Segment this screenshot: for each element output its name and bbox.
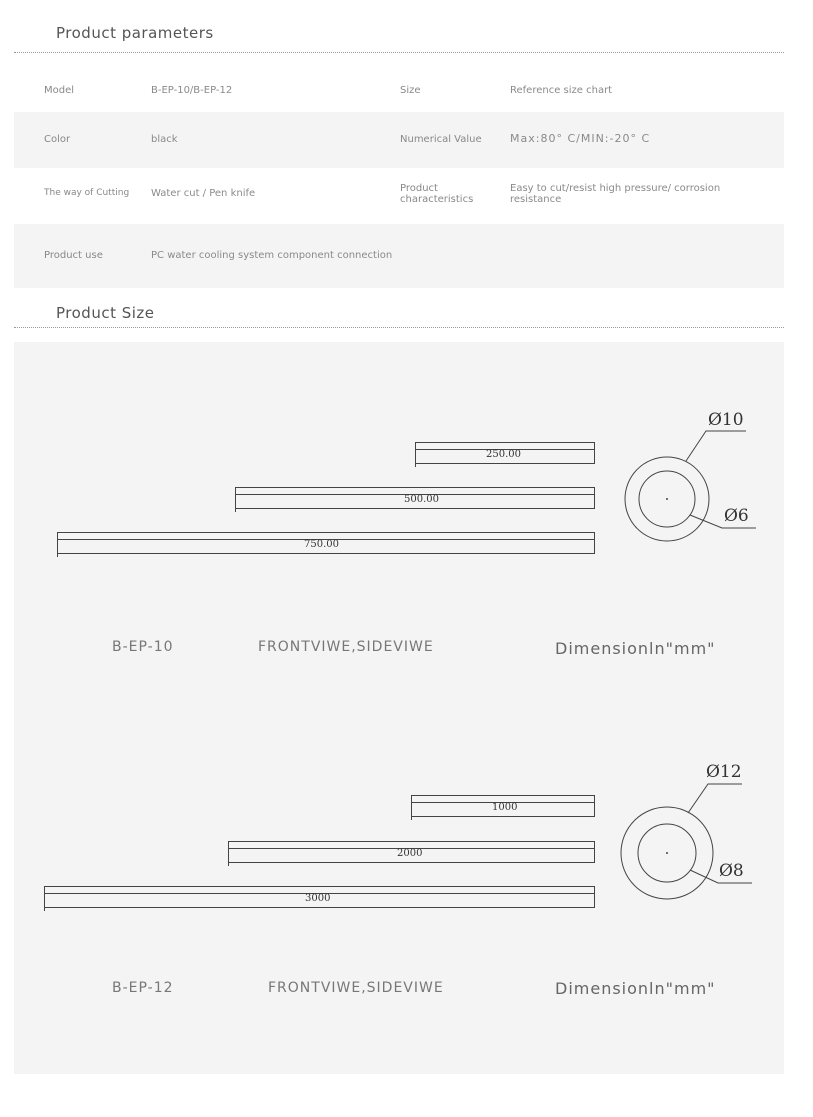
- param-label: Product use: [44, 250, 103, 261]
- tube-bar-1000: [411, 795, 595, 817]
- param-value: PC water cooling system component connection: [151, 250, 393, 261]
- tube-bar-500: [235, 487, 595, 509]
- outer-diameter-label: Ø10: [708, 410, 744, 430]
- size-title: Product Size: [56, 304, 155, 322]
- parameters-divider: [14, 52, 784, 53]
- param-value: Reference size chart: [510, 85, 613, 96]
- outer-diameter-label: Ø12: [706, 762, 742, 782]
- param-label: Color: [44, 134, 71, 145]
- length-label: 3000: [305, 893, 331, 904]
- model-caption: B-EP-10: [112, 639, 174, 655]
- tube-bar-3000: [44, 886, 595, 908]
- length-label: 250.00: [486, 449, 521, 460]
- unit-caption: Dimensionln"mm": [555, 639, 716, 658]
- length-label: 750.00: [304, 539, 339, 550]
- unit-caption: Dimensionln"mm": [555, 979, 716, 998]
- length-label: 500.00: [404, 494, 439, 505]
- param-value: Water cut / Pen knife: [151, 188, 256, 199]
- parameters-title: Product parameters: [56, 24, 214, 42]
- param-value: Max:80° C/MIN:-20° C: [510, 132, 651, 145]
- inner-diameter-label: Ø8: [719, 861, 744, 881]
- size-chart-panel: [14, 342, 784, 1074]
- view-caption: FRONTVIWE,SIDEVIWE: [268, 980, 444, 996]
- param-row-model: [14, 58, 784, 118]
- cross-section-diagram: [610, 752, 780, 902]
- param-label: Product characteristics: [400, 183, 474, 205]
- tube-bar-750: [57, 532, 595, 554]
- param-value: black: [151, 134, 178, 145]
- param-label: Numerical Value: [400, 134, 482, 145]
- cross-section-diagram: [610, 402, 780, 552]
- view-caption: FRONTVIWE,SIDEVIWE: [258, 639, 434, 655]
- tube-bar-2000: [228, 841, 595, 863]
- param-value: Easy to cut/resist high pressure/ corrosion resistance: [510, 183, 721, 205]
- size-divider: [14, 327, 784, 328]
- length-label: 1000: [492, 802, 518, 813]
- model-caption: B-EP-12: [112, 980, 174, 996]
- tube-bar-250: [415, 442, 595, 464]
- param-label: Model: [44, 85, 75, 96]
- inner-diameter-label: Ø6: [724, 506, 749, 526]
- param-label: The way of Cutting: [44, 188, 130, 198]
- param-value: B-EP-10/B-EP-12: [151, 85, 233, 96]
- length-label: 2000: [397, 848, 423, 859]
- param-label: Size: [400, 85, 421, 96]
- param-row-color: [14, 112, 784, 168]
- param-row-use: [14, 224, 784, 288]
- param-row-cutting: [14, 168, 784, 224]
